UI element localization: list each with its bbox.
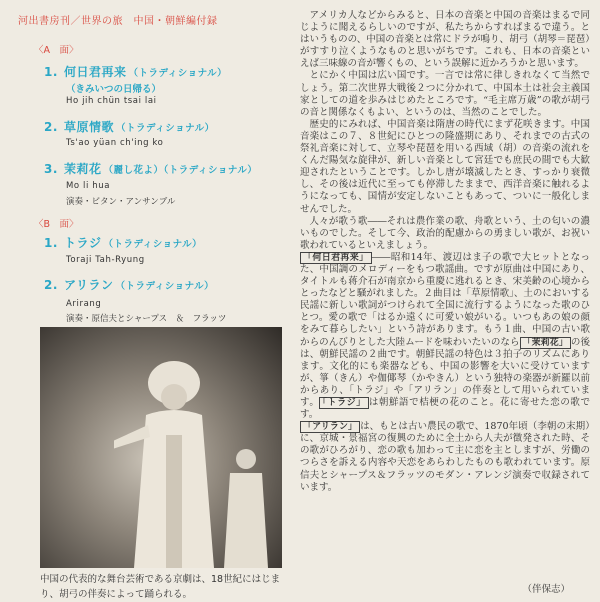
track-a3-romanization: Mo li hua (66, 181, 111, 191)
track-tag: （トラディショナル） (115, 281, 215, 292)
track-title: 草原情歌 (64, 120, 115, 134)
track-title: 何日君再来 (64, 65, 127, 79)
essay-body (300, 10, 590, 494)
track-number: 1. (44, 236, 58, 250)
song-label: 「何日君再来」 (300, 252, 372, 264)
track-number: 3. (44, 162, 58, 176)
track-number: 2. (44, 120, 58, 134)
track-title: トラジ (64, 236, 102, 250)
song-label: 「茉莉花」 (520, 337, 571, 349)
track-tag: （トラディショナル） (116, 123, 215, 134)
opera-performer-figure (114, 345, 234, 568)
track-title: アリラン (64, 278, 114, 292)
track-title: 茉莉花 (64, 162, 102, 176)
track-a1-romanization: Ho jih chün tsai lai (66, 96, 157, 106)
track-b2 (44, 276, 214, 293)
photo-caption: 中国の代表的な舞台芸術である京劇は、18世紀にはじまり、胡弓の伴奏によって踊られる。 (40, 574, 281, 600)
essay-paragraph: 「アリラン」 は、もとは古い農民の歌で、1870年頃（李朝の末期）に、京城・景福宮の復興のために全土から人夫が徴発された時、その歌がひろがり、恋の歌も加わって主に恋を主としますが、労働のつらさを訴える内容や天恋をあらわしたものも歌われています。原信夫とシャープス＆フラッツのモダン・アレンジ演奏で収録されています。 (300, 421, 590, 493)
track-tag: （トラディショナル） (128, 68, 228, 79)
header-label: 河出書房刊／世界の旅 中国・朝鮮編付録 (18, 16, 218, 27)
track-a2-romanization: Ts'ao yüan ch'ing ko (66, 138, 164, 148)
track-b1 (44, 234, 202, 251)
essay-paragraph: 歴史的にみれば、中国音楽は隋唐の時代にまず花咲きます。中国音楽はこの７、８世紀にひとつの隆盛期にあり、それまでの古式の祭礼音楽に対して、立琴や琵琶を用いる西域（胡）の音楽の流れをくんだ陽気な旋律が、新しい音楽として宮廷でも庶民の間でも大歓迎されたということです。しかし唐が壊滅したとき、すっかり衰微し、その後は近代に至っても停滞したままで、西洋音楽に触れるようになっても、国情が安定しないこともあって、ついに一般化しませんでした。 (300, 118, 590, 215)
track-b2-performer: 演奏・原信夫とシャープス ＆ フラッツ (66, 314, 227, 324)
track-a3-performer: 演奏・ビタン・アンサンブル (66, 197, 176, 207)
track-a1 (44, 63, 227, 80)
track-a1-subtitle: （きみいつの日帰る） (66, 84, 162, 95)
side-a-heading: 〈A 面〉 (34, 45, 79, 56)
track-tag: （トラディショナル） (103, 239, 203, 250)
track-b2-romanization: Arirang (66, 299, 102, 309)
song-label: 「アリラン」 (300, 421, 360, 433)
track-tag: （麗し花よ）（トラディショナル） (103, 165, 258, 176)
track-a3 (44, 160, 257, 177)
attendant-figure (222, 445, 270, 568)
track-a2 (44, 118, 215, 135)
track-number: 2. (44, 278, 58, 292)
side-b-heading: 〈B 面〉 (34, 219, 79, 230)
essay-paragraph: 人々が歌う歌――それは農作業の歌、舟歌という、土の匂いの濃いものでした。そして今、政治的配慮からの勇ましい歌が、お祝い歌われているといえましょう。 (300, 215, 590, 251)
peking-opera-photo (40, 327, 282, 568)
essay-paragraph: とにかく中国は広い国です。一言では常に律しきれなくて当然でしょう。第二次世界大戦後２つに分かれて、中国本土は社会主義国家としての道を歩みはじめたところです。“毛主席万歳”の歌が胡弓の音と関係なくもよい、というのは、当然のことでした。 (300, 70, 590, 118)
track-b1-romanization: Toraji Tah-Ryung (66, 255, 145, 265)
essay-paragraph: 「何日君再来」 ――昭和14年、渡辺はま子の歌で大ヒットとなった、中国調のメロディーをもつ歌謡曲。ですが原曲は中国にあり、タイトルも蒋介石が南京から重慶に逃れるとき、宋美齢の心境からとったなどと騒がれました。２曲目は「草原情歌」、土のにおいする民謡に新しい歌詞がつけられて全国に流行するようになった歌のひとつ。愛の歌で「はるか遠くに可愛い娘がいる。いつもあの娘の顔をみて暮らしたい」という詩があります。もう１曲、中国の古い歌からのんびりとした大陸ムードを味わいたいのなら 「茉莉花」 の後は、朝鮮民謡の２曲です。朝鮮民謡の特色は３拍子のリズムにあります。文化的にも楽器なども、中国の影響を大いに受けていますが、箏（きん）や伽倻琴（かやきん）という独特の楽器が新羅以前からあり、「トラジ」や「アリラン」の伴奏として用いられています。 「トラジ」 は朝鮮語で桔梗の花のこと。花に寄せた恋の歌です。 (300, 251, 590, 421)
song-label: 「トラジ」 (319, 397, 368, 409)
track-number: 1. (44, 65, 58, 79)
essay-paragraph: アメリカ人などからみると、日本の音楽と中国の音楽はまるで同じように聞えるらしいのですが、私たちからすればまるで違う。とはいうものの、中国の音楽とは常にドラが鳴り、胡弓（胡琴＝琵琶）がすすり泣くようなものと思いがちです。これも、日本の音楽といえば三味線の音が響くもの、という誤解に近かろうかと思います。 (300, 10, 590, 70)
author-signature: （伴保志） (522, 584, 570, 595)
